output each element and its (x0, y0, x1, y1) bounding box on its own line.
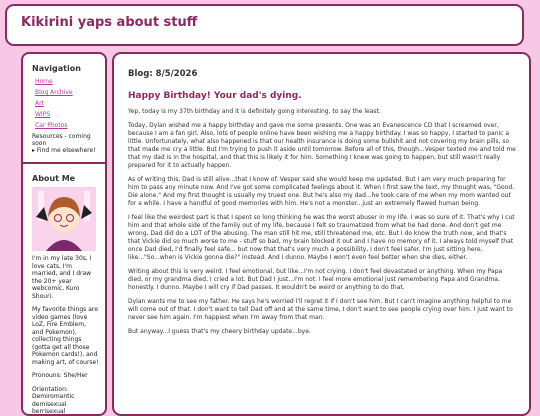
nav-link-blog-archive[interactable]: Blog Archive (35, 89, 73, 96)
post-paragraph: Today, Dylan wished me a happy birthday and gave me some presents. One was an Evanescence CD that I screamed over, because I am a fan girl. Also, lots of people online have been wishing me a happy birthday. I was so happy, I started to panic a little. Unfortunately, what also happened is that our health insurance is doing some bullshit and not covering my brain pills, so that made me cry a little. But I'm trying to push it aside until tomorrow. Before all of this, though...Vesper texted me and told me that my dad is in the hospital, and that this is likely it for him. Something I knew was going to happen, but still wasn't really prepared for it to actually happen. (128, 122, 516, 169)
about-heading: About Me (32, 174, 76, 183)
nav-link-home[interactable]: Home (35, 78, 53, 85)
nav-heading: Navigation (32, 64, 81, 73)
post-title: Happy Birthday! Your dad's dying. (128, 91, 302, 101)
sidebar-divider (23, 162, 105, 164)
about-pronouns: Pronouns: She/Her (32, 372, 88, 379)
about-bio: I'm in my late 30s, I love cats, I'm married, and I draw the 20+ year webcomic, Kuro Shouri. (32, 255, 92, 300)
avatar-illustration-icon (32, 187, 96, 251)
site-title: Kikirini yaps about stuff (21, 15, 198, 30)
resources-text: Resources - coming soon (32, 133, 91, 147)
site-header (5, 4, 524, 46)
about-orientation: Orientation: Demiromantic demisexual berrisexual (32, 385, 75, 415)
nav-link-car-photos[interactable]: Car Photos (35, 122, 68, 129)
post-paragraph: Yep, today is my 37th birthday and it is definitely going interesting, to say the least. (128, 108, 381, 115)
avatar (32, 187, 96, 251)
post-paragraph: But anyway...I guess that's my cheery birthday update...bye. (128, 328, 311, 335)
main-content (112, 52, 531, 416)
post-paragraph: I feel like the weirdest part is that I spent so long thinking he was the worst abuser in my life. I was so sure of it. That's why I cut him and that whole side of the family out of my life, because I felt so traumatized from what he had done. And don't get me wrong, Dad did do a LOT of the abusing. The man still hit me, still threatened me, etc. But I do know the truth now, and that's that Vickie did so much worse to me - stuff so bad, my brain blocked it out and I have no memory of it. I always told myself that once Dad died, I'd finally feel safe... but now that that's very much a possibility, I don't feel safer. I'm just sitting here, like..."So...when is Vickie gonna die?" instead. And I dunno. Maybe I won't even feel better when she dies, either. (128, 214, 515, 261)
about-favorites: My favorite things are video games (love LoZ, Fire Emblem, and Pokemon), collecting things (gotta get all those Pokemon cards!), and making art, of course! (32, 306, 99, 366)
post-paragraph: Dylan wants me to see my father. He says he's worried I'll regret it if I don't see him. But I can't imagine anything helpful to me will come out of that. I don't want to tell Dad off and at the same time, I don't want to see people crying over him. I just want to never see him again. I'm happiest when I'm away from that man. (128, 298, 513, 321)
sidebar (21, 52, 107, 416)
post-paragraph: As of writing this, Dad is still alive...that I know of. Vesper said she would keep me updated. But I am very much preparing for him to pass any minute now. And I've got some complicated feelings about it. When I first saw the text, my thought was, "Good. Die alone." And my first thought is usually my truest one. But he's also my dad...he took care of me when my mom wanted out for a while. I have a handful of good memories with him. He's not a monster...just an extremely flawed human being. (128, 176, 515, 207)
blog-date-heading: Blog: 8/5/2026 (128, 69, 198, 79)
nav-link-wips[interactable]: WIPS (35, 111, 51, 118)
find-elsewhere-toggle[interactable]: ▸ Find me elsewhere! (32, 147, 96, 154)
nav-link-art[interactable]: Art (35, 100, 44, 107)
post-paragraph: Writing about this is very weird. I feel emotional, but like...I'm not crying. I don't feel devastated or anything. When my Papa died, or my grandma died, I cried a lot. But Dad I just...I'm not. I feel more emotional just remembering Papa and Grandma, honestly. I dunno. Maybe I will cry if Dad passes. It wouldn't be weird or anything to do that. (128, 268, 503, 291)
